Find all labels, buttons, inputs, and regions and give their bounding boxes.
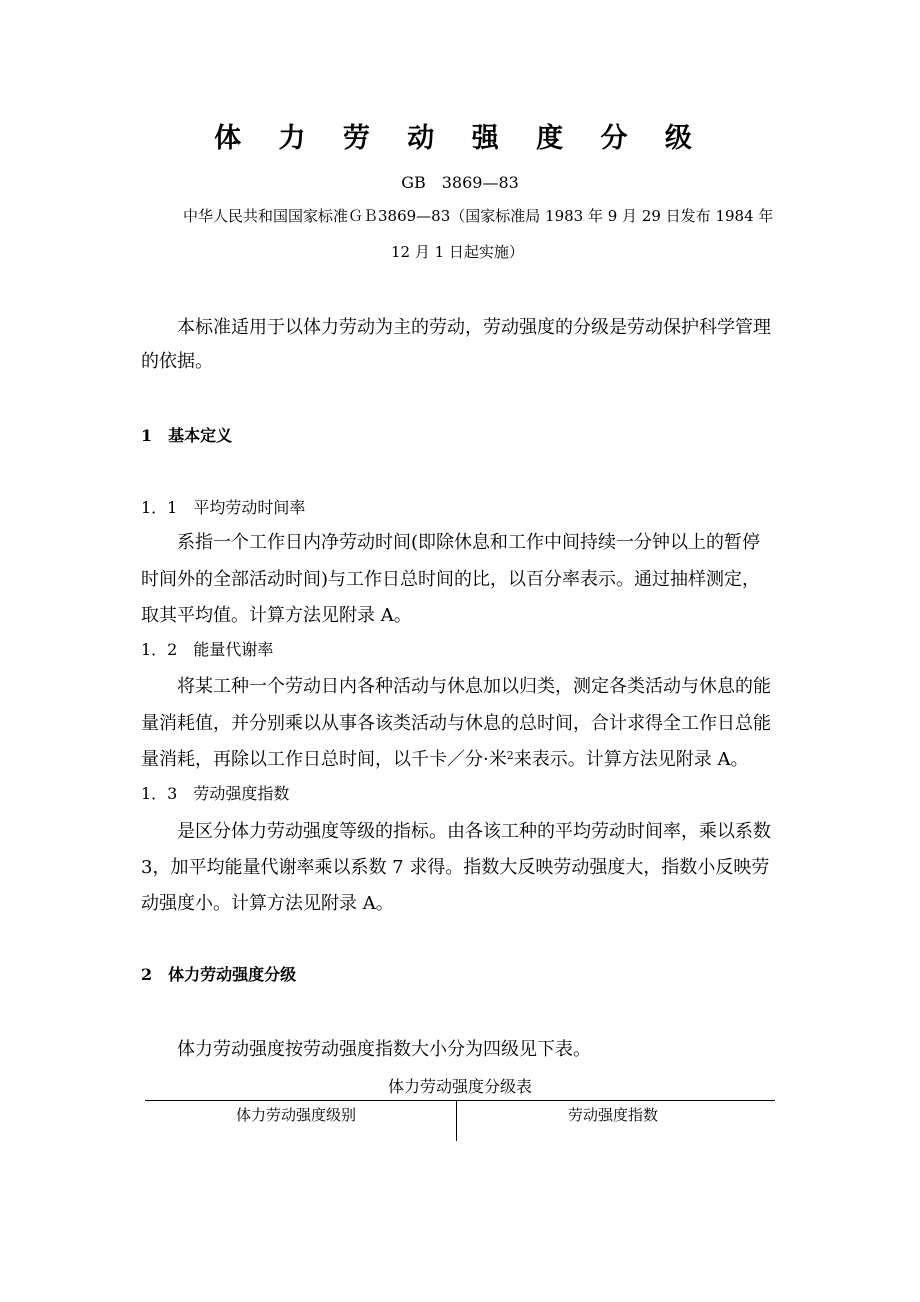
- publication-info-line2: 12 月 1 日起实施）: [391, 243, 524, 261]
- section-1-3-line1: 是区分体力劳动强度等级的指标。由各该工种的平均劳动时间率，乘以系数: [177, 821, 771, 842]
- superscript-2: 2: [506, 749, 514, 762]
- table-caption: 体力劳动强度分级表: [387, 1077, 532, 1096]
- table-header-index: 劳动强度指数: [568, 1106, 659, 1124]
- section-1-2-heading: 1．2 能量代谢率: [141, 640, 274, 659]
- section-1-2-line3-tail: 来表示。计算方法见附录 A。: [513, 749, 749, 770]
- section-1-1-line1: 系指一个工作日内净劳动时间(即除休息和工作中间持续一分钟以上的暂停: [177, 532, 761, 553]
- standard-code: GB 3869—83: [401, 173, 519, 192]
- publication-info-line1: 中华人民共和国国家标准ＧＢ3869—83（国家标准局 1983 年 9 月 29 日发布 1984 年: [183, 207, 774, 225]
- intro-paragraph-line1: 本标准适用于以体力劳动为主的劳动，劳动强度的分级是劳动保护科学管理: [177, 317, 771, 338]
- intro-paragraph-line2: 的依据。: [141, 351, 213, 372]
- section-1-2-line2: 量消耗值，并分别乘以从事各该类活动与休息的总时间，合计求得全工作日总能: [141, 713, 771, 734]
- table-top-rule: [145, 1100, 775, 1101]
- section-2-text: 体力劳动强度按劳动强度指数大小分为四级见下表。: [177, 1039, 591, 1060]
- document-title: 体 力 劳 动 强 度 分 级: [214, 123, 706, 154]
- section-1-1-heading: 1．1 平均劳动时间率: [141, 498, 306, 517]
- table-header-level: 体力劳动强度级别: [236, 1106, 357, 1124]
- section-1-1-line2: 时间外的全部活动时间)与工作日总时间的比，以百分率表示。通过抽样测定，: [141, 569, 761, 590]
- section-1-3-line3: 动强度小。计算方法见附录 A。: [141, 893, 394, 914]
- section-2-heading: 2 体力劳动强度分级: [141, 965, 297, 984]
- section-1-1-line3: 取其平均值。计算方法见附录 A。: [141, 605, 412, 626]
- section-1-2-line3-text: 量消耗，再除以工作日总时间，以千卡／分·米: [141, 749, 507, 770]
- section-1-2-line3: [141, 745, 748, 771]
- section-1-heading: 1 基本定义: [141, 426, 233, 445]
- section-1-2-line1: 将某工种一个劳动日内各种活动与休息加以归类，测定各类活动与休息的能: [177, 676, 771, 697]
- section-1-3-heading: 1．3 劳动强度指数: [141, 784, 290, 803]
- section-1-3-line2: 3，加平均能量代谢率乘以系数 7 求得。指数大反映劳动强度大，指数小反映劳: [141, 857, 770, 878]
- table-column-divider: [456, 1101, 457, 1141]
